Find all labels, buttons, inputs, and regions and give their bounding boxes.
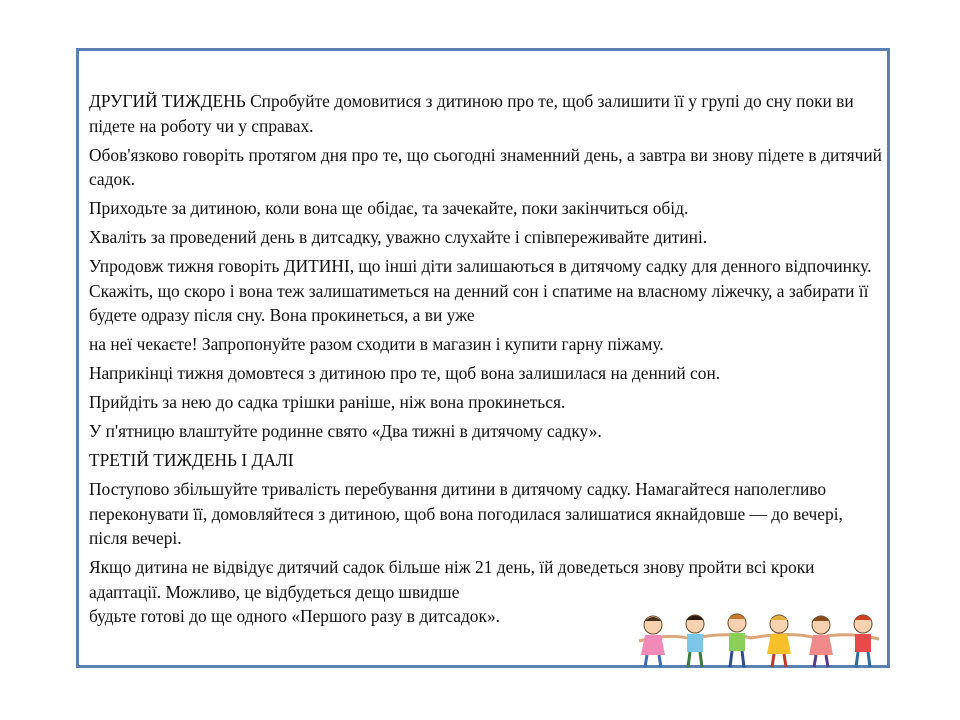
paragraph-friday: У п'ятницю влаштуйте родинне свято «Два тижні в дитячому садку». [89, 421, 602, 441]
paragraph-21-days: Якщо дитина не відвідує дитячий садок більше ніж 21 день, їй доведеться знову пройти всі кроки адаптації. Можливо, це відбудеться дещо швидше [89, 557, 815, 602]
paragraph-talk-during-day: Обов'язково говоріть протягом дня про те, що сьогодні знаменний день, а завтра ви знову підете в дитячий садок. [89, 144, 882, 189]
paragraph-second-week: ДРУГИЙ ТИЖДЕНЬ Спробуйте домовитися з дитиною про те, щоб залишити її у групі до сну поки ви підете на роботу чи у справах. [89, 91, 854, 136]
paragraph-pajamas: на неї чекаєте! Запропонуйте разом сходити в магазин і купити гарну піжаму. [89, 334, 664, 354]
paragraph-gradually: Поступово збільшуйте тривалість перебування дитини в дитячому садку. Намагайтеся наполегливо переконувати її, домовляйтеся з дитиною, щоб вона погодилася залишатися якнайдовше — до вечері, після вечері. [89, 479, 843, 548]
children-holding-hands-illustration [631, 611, 883, 669]
text-content [89, 89, 882, 633]
paragraph-be-ready: будьте готові до ще одного «Першого разу в дитсадок». [89, 606, 500, 626]
slide-frame [76, 48, 890, 668]
paragraph-end-of-week: Наприкінці тижня домовтеся з дитиною про те, щоб вона залишилася на денний сон. [89, 363, 721, 383]
paragraph-praise: Хваліть за проведений день в дитсадку, уважно слухайте і співпереживайте дитині. [89, 227, 708, 247]
heading-third-week: ТРЕТІЙ ТИЖДЕНЬ І ДАЛІ [89, 450, 294, 470]
paragraph-during-week: Упродовж тижня говоріть ДИТИНІ, що інші діти залишаються в дитячому садку для денного відпочинку. Скажіть, що скоро і вона теж залишатиметься на денний сон і спатиме на власному ліжечку, а забирати її будете одразу після сну. Вона прокинеться, а ви уже [89, 256, 872, 325]
paragraph-come-at-lunch: Приходьте за дитиною, коли вона ще обідає, та зачекайте, поки закінчиться обід. [89, 198, 689, 218]
paragraph-come-earlier: Прийдіть за нею до садка трішки раніше, ніж вона прокинеться. [89, 392, 566, 412]
